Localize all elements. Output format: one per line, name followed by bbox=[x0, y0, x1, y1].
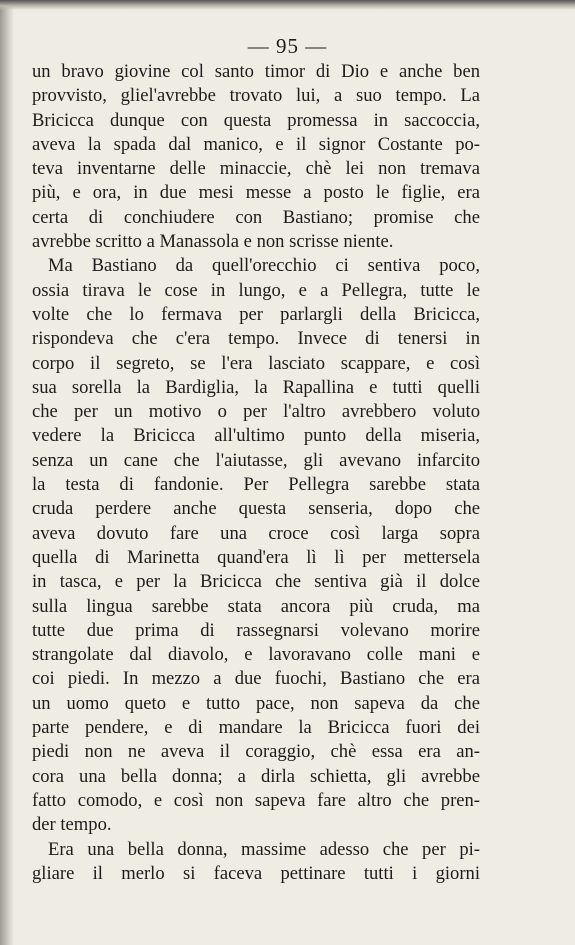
text-line: ossia tirava le cose in lungo, e a Pellegra, tutte le bbox=[32, 279, 480, 301]
text-line: strangolate dal diavolo, e lavoravano colle mani e bbox=[32, 644, 480, 666]
text-line: coi piedi. In mezzo a due fuochi, Bastiano che era bbox=[32, 668, 480, 690]
text-line: parte pendere, e di mandare la Bricicca fuori dei bbox=[32, 717, 480, 739]
text-line: più, e ora, in due mesi messe a posto le figlie, era bbox=[32, 182, 480, 204]
text-line: tutte due prima di rassegnarsi volevano morire bbox=[32, 619, 480, 641]
text-line: provvisto, gliel'avrebbe trovato lui, a suo tempo. La bbox=[32, 85, 480, 107]
text-line: Era una bella donna, massime adesso che per pi- bbox=[48, 838, 480, 860]
text-line: gliare il merlo si faceva pettinare tutti i giorni bbox=[32, 862, 480, 884]
text-line: teva inventarne delle minaccie, chè lei non tremava bbox=[32, 158, 480, 180]
text-line: un uomo queto e tutto pace, non sapeva da che bbox=[32, 692, 480, 714]
text-line: in tasca, e per la Bricicca che sentiva già il dolce bbox=[32, 571, 480, 593]
text-line: la testa di fandonie. Per Pellegra sarebbe stata bbox=[32, 474, 480, 496]
text-line: che per un motivo o per l'altro avrebbero voluto bbox=[32, 401, 480, 423]
text-line: sulla lingua sarebbe stata ancora più cruda, ma bbox=[32, 595, 480, 617]
text-line: volte che lo fermava per parlargli della Bricicca, bbox=[32, 303, 480, 325]
text-line: cruda perdere anche questa senseria, dopo che bbox=[32, 498, 480, 520]
text-line: corpo il segreto, se l'era lasciato scappare, e così bbox=[32, 352, 480, 374]
text-line: rispondeva che c'era tempo. Invece di tenersi in bbox=[32, 328, 480, 350]
text-line: Ma Bastiano da quell'orecchio ci sentiva poco, bbox=[48, 255, 480, 277]
text-line: piedi non ne aveva il coraggio, chè essa era an- bbox=[32, 741, 480, 763]
page-text bbox=[32, 60, 480, 886]
text-line: fatto comodo, e così non sapeva fare altro che pren- bbox=[32, 789, 480, 811]
text-line: certa di conchiudere con Bastiano; promise che bbox=[32, 206, 480, 228]
text-line: aveva la spada dal manico, e il signor Costante po- bbox=[32, 133, 480, 155]
text-line: quella di Marinetta quand'era lì lì per mettersela bbox=[32, 546, 480, 568]
text-line: der tempo. bbox=[32, 814, 112, 836]
page-number: — 95 — bbox=[247, 34, 328, 58]
text-line: aveva dovuto fare una croce così larga sopra bbox=[32, 522, 480, 544]
text-line: cora una bella donna; a dirla schietta, gli avrebbe bbox=[32, 765, 480, 787]
text-line: Bricicca dunque con questa promessa in saccoccia, bbox=[32, 109, 480, 131]
text-line: sua sorella la Bardiglia, la Rapallina e tutti quelli bbox=[32, 376, 480, 398]
text-line: senza un cane che l'aiutasse, gli avevano infarcito bbox=[32, 449, 480, 471]
text-line: un bravo giovine col santo timor di Dio e anche ben bbox=[32, 61, 480, 82]
text-line: vedere la Bricicca all'ultimo punto della miseria, bbox=[32, 425, 480, 447]
text-line: avrebbe scritto a Manassola e non scrisse niente. bbox=[32, 231, 394, 253]
